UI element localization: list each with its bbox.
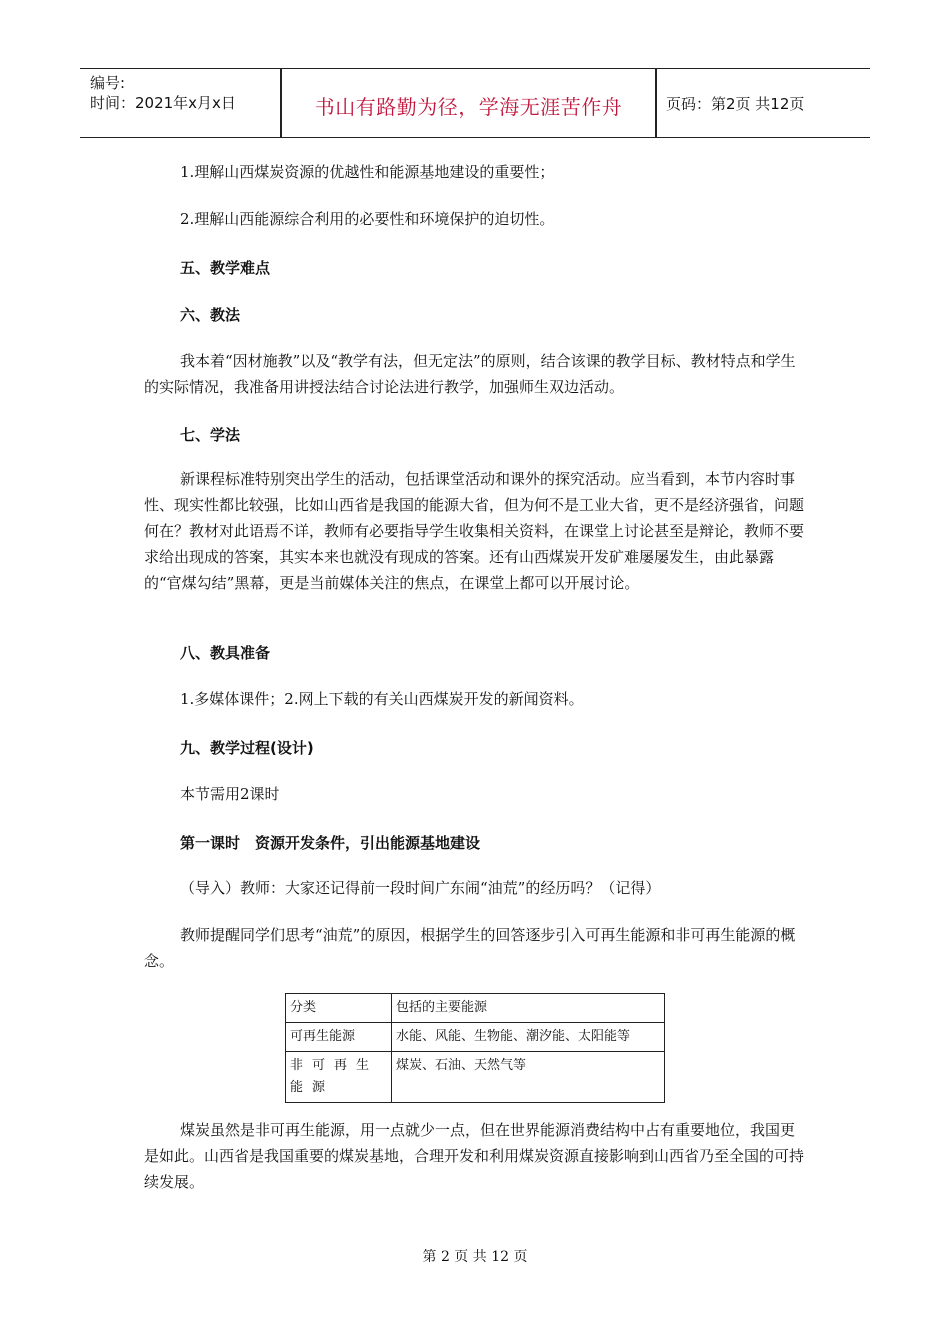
section-heading-7: 七、学法 (180, 426, 241, 444)
energy-table (285, 993, 665, 1103)
intro-text: （导入）教师：大家还记得前一段时间广东闹“油荒”的经历吗？（记得） (180, 879, 661, 897)
table-header-cell: 分类 (286, 994, 392, 1023)
lesson-title: 第一课时 资源开发条件，引出能源基地建设 (180, 834, 481, 852)
section-heading-6: 六、教法 (180, 306, 241, 324)
table-cell: 可再生能源 (286, 1023, 392, 1052)
header-meta (90, 73, 236, 113)
page-footer: 第 2 页 共 12 页 (422, 1249, 528, 1265)
goal-item-2: 2.理解山西能源综合利用的必要性和环境保护的迫切性。 (180, 210, 555, 228)
number-label: 编号: (90, 74, 126, 92)
table-header-cell: 包括的主要能源 (392, 994, 665, 1023)
coal-paragraph: 煤炭虽然是非可再生能源，用一点就少一点，但在世界能源消费结构中占有重要地位，我国更是如此。山西省是我国重要的煤炭基地，合理开发和利用煤炭资源直接影响到山西省乃至全国的可持续发展。 (144, 1121, 805, 1191)
section-heading-8: 八、教具准备 (180, 644, 271, 662)
goal-item-1: 1.理解山西煤炭资源的优越性和能源基地建设的重要性； (180, 163, 555, 181)
lesson-count-text: 本节需用2课时 (180, 785, 280, 803)
header-motto: 书山有路勤为径，学海无涯苦作舟 (314, 95, 623, 119)
teaching-method-paragraph: 我本着“因材施教”以及“教学有法，但无定法”的原则，结合该课的教学目标、教材特点和学生的实际情况，我准备用讲授法结合讨论法进行教学，加强师生双边活动。 (144, 352, 796, 396)
table-cell: 非可再生能源 (286, 1052, 392, 1103)
section-heading-9: 九、教学过程(设计) (180, 739, 314, 757)
header-page-info: 页码：第2页 共12页 (666, 95, 805, 113)
materials-text: 1.多媒体课件；2.网上下载的有关山西煤炭开发的新闻资料。 (180, 690, 584, 708)
table-header-row (286, 994, 665, 1023)
learning-method-paragraph: 新课程标准特别突出学生的活动，包括课堂活动和课外的探究活动。应当看到，本节内容时事性、现实性都比较强，比如山西省是我国的能源大省，但为何不是工业大省，更不是经济强省，问题何在？教材对此语焉不详，教师有必要指导学生收集相关资料，在课堂上讨论甚至是辩论，教师不要求给出现成的答案，其实本来也就没有现成的答案。还有山西煤炭开发矿难屡屡发生，由此暴露的“官煤勾结”黑幕，更是当前媒体关注的焦点，在课堂上都可以开展讨论。 (144, 470, 805, 592)
time-label: 时间：2021年x月x日 (90, 94, 236, 112)
table-row (286, 1023, 665, 1052)
concept-paragraph: 教师提醒同学们思考“油荒”的原因，根据学生的回答逐步引入可再生能源和非可再生能源的概念。 (144, 926, 796, 970)
table-row (286, 1052, 665, 1103)
header-divider (655, 69, 657, 137)
section-heading-5: 五、教学难点 (180, 259, 271, 277)
table-cell: 水能、风能、生物能、潮汐能、太阳能等 (392, 1023, 665, 1052)
table-cell: 煤炭、石油、天然气等 (392, 1052, 665, 1103)
page-header (80, 68, 870, 138)
